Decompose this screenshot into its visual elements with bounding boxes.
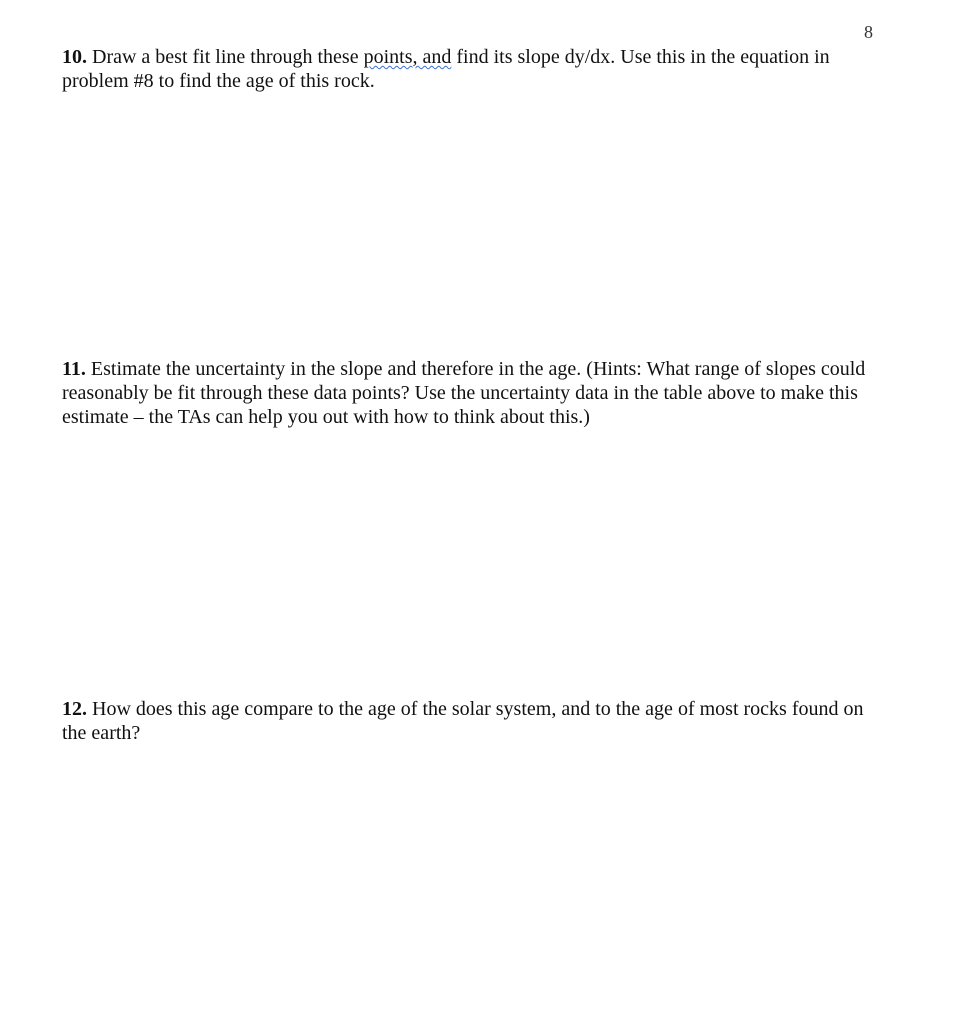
question-number: 11. <box>62 358 86 380</box>
question-text: Estimate the uncertainty in the slope and therefore in the age. (Hints: What range of slopes could reasonably be fit through these data points? Use the uncertainty data in the table above to make this estimate – the TAs can help you out with how to think about this.) <box>62 358 866 428</box>
question-text-continued: find its slope dy/dx. Use this in the equation in problem #8 to find the age of this rock. <box>62 46 830 92</box>
question-number: 12. <box>62 698 87 720</box>
page-number: 8 <box>864 22 873 42</box>
question-12 <box>62 697 892 745</box>
question-10 <box>62 45 892 93</box>
question-11 <box>62 357 892 429</box>
question-text: Draw a best fit line through these <box>87 46 364 68</box>
question-number: 10. <box>62 46 87 68</box>
question-text: How does this age compare to the age of the solar system, and to the age of most rocks found on the earth? <box>62 698 864 744</box>
spellcheck-flagged-text[interactable]: points, and <box>363 46 452 68</box>
